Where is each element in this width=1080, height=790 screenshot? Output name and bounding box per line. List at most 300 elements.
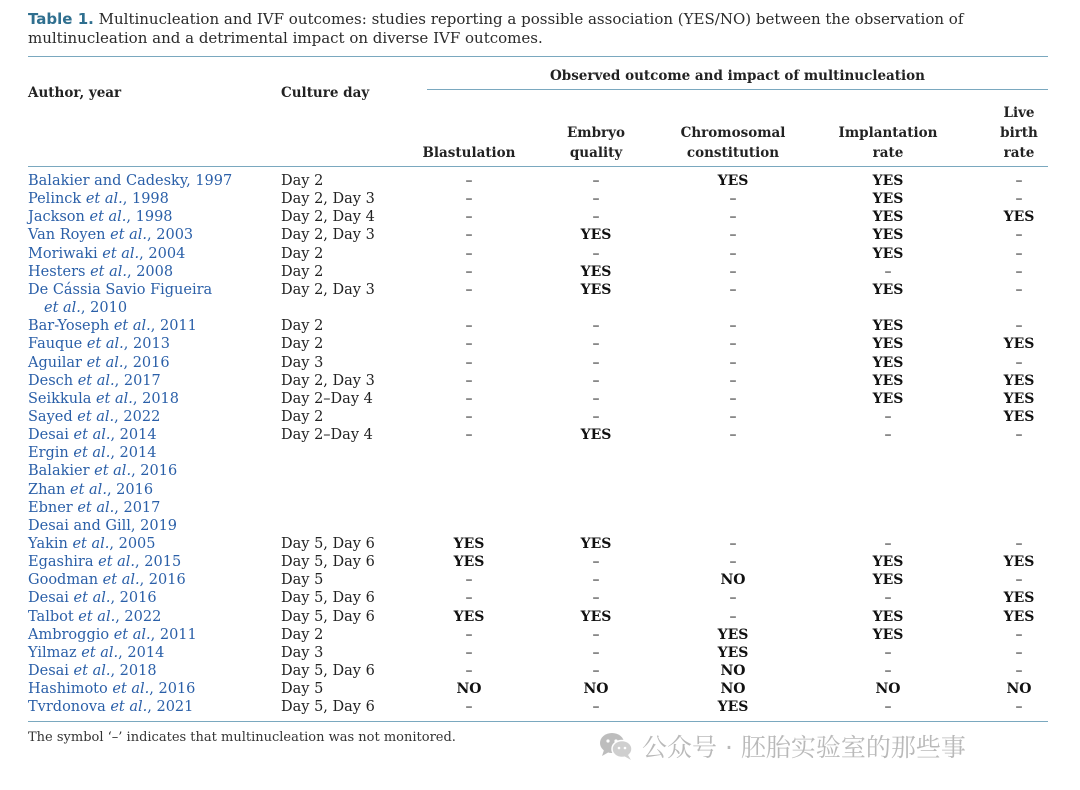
live-birth-cell: – [1015, 626, 1023, 643]
live-birth-cell: YES [1003, 608, 1035, 625]
implantation-cell: YES [872, 354, 904, 371]
chromosomal-cell: – [729, 263, 737, 280]
caption-text: Multinucleation and IVF outcomes: studies reporting a possible association (YES/NO) between the observation of multinucleation and a detrimental impact on diverse IVF outcomes. [28, 10, 964, 47]
chromosomal-cell: YES [717, 699, 749, 716]
blastulation-cell: YES [453, 554, 485, 571]
table-row [0, 698, 1080, 716]
chromosomal-cell: YES [717, 644, 749, 661]
author-etal: et al. [85, 191, 123, 208]
author-etal: et al. [112, 681, 150, 698]
chromosomal-cell: YES [717, 173, 749, 189]
culture-day-cell: Day 3 [281, 354, 324, 371]
author-etal: et al. [110, 699, 148, 716]
blastulation-cell: – [465, 427, 473, 444]
culture-day-cell: Day 2 [281, 408, 324, 425]
chromosomal-cell: – [729, 390, 737, 407]
blastulation-cell: – [465, 699, 473, 716]
embryo-quality-cell: – [592, 390, 600, 407]
culture-day-cell: Day 5, Day 6 [281, 536, 375, 552]
blastulation-cell: – [465, 263, 473, 280]
author-year: , 2010 [80, 300, 128, 317]
implantation-cell: – [884, 427, 892, 444]
implantation-cell: – [884, 536, 892, 552]
author-year: , 2017 [114, 499, 161, 516]
implantation-cell: – [884, 263, 892, 280]
chromosomal-cell: – [729, 590, 737, 607]
embryo-quality-cell: – [592, 554, 600, 571]
chromosomal-cell: – [729, 427, 737, 444]
author-etal: et al. [102, 245, 140, 262]
blastulation-cell: – [465, 354, 473, 371]
table-row [0, 172, 1080, 190]
table-row [0, 481, 1080, 499]
author-cell[interactable] [28, 499, 160, 517]
author-name: Desai and Gill, 2019 [28, 517, 178, 534]
embryo-quality-cell: – [592, 408, 600, 425]
culture-day-cell: Day 2 [281, 263, 324, 280]
blastulation-cell: – [465, 663, 473, 680]
blastulation-cell: – [465, 336, 473, 353]
author-cell[interactable] [28, 662, 157, 680]
live-birth-cell: – [1015, 663, 1023, 680]
table-row [0, 499, 1080, 517]
table-row [0, 390, 1080, 408]
blastulation-cell: YES [453, 608, 485, 625]
implantation-cell: NO [875, 681, 901, 698]
chromosomal-cell: – [729, 191, 737, 208]
implantation-cell: YES [872, 608, 904, 625]
author-year: , 2013 [123, 336, 170, 353]
table-row [0, 517, 1080, 535]
author-year: , 2022 [114, 408, 161, 425]
author-name: Hesters [28, 263, 86, 280]
author-etal: et al. [95, 390, 133, 407]
author-cell[interactable] [28, 190, 169, 208]
embryo-quality-cell: – [592, 318, 600, 335]
table-row [0, 680, 1080, 698]
blastulation-cell: – [465, 318, 473, 335]
table-row [0, 644, 1080, 662]
author-etal: et al. [102, 572, 140, 589]
header-chromosomal-line1: Chromosomal [680, 125, 786, 141]
author-etal: et al. [44, 300, 81, 317]
embryo-quality-cell: – [592, 663, 600, 680]
author-year: , 2014 [110, 427, 157, 444]
author-name: Desai [28, 590, 69, 607]
culture-day-cell: Day 2–Day 4 [281, 390, 373, 407]
author-year: , 2021 [147, 699, 194, 716]
author-name: Egashira [28, 554, 94, 571]
author-etal: et al. [113, 626, 151, 643]
blastulation-cell: – [465, 227, 473, 244]
implantation-cell: YES [872, 173, 904, 189]
author-etal: et al. [81, 644, 119, 661]
implantation-cell: YES [872, 191, 904, 208]
author-etal: et al. [110, 227, 148, 244]
embryo-quality-cell: YES [580, 281, 612, 298]
blastulation-cell: – [465, 408, 473, 425]
table-row [0, 317, 1080, 335]
author-cell[interactable] [28, 517, 177, 535]
embryo-quality-cell: – [592, 572, 600, 589]
author-name: Yakin [28, 536, 68, 552]
implantation-cell: YES [872, 209, 904, 226]
culture-day-cell: Day 5, Day 6 [281, 608, 375, 625]
author-name: De Cássia Savio Figueira [28, 281, 213, 298]
author-year: , 2005 [109, 536, 156, 552]
author-cell[interactable] [28, 462, 177, 480]
live-birth-cell: – [1015, 427, 1023, 444]
author-etal: et al. [77, 408, 115, 425]
author-cell[interactable] [28, 226, 193, 244]
table-row [0, 354, 1080, 372]
author-year: , 2011 [150, 318, 197, 335]
blastulation-cell: – [465, 590, 473, 607]
author-year: , 2004 [139, 245, 186, 262]
culture-day-cell: Day 2, Day 3 [281, 191, 375, 208]
watermark-text: 公众号 · 胚胎实验室的那些事 [642, 733, 966, 762]
author-name: Ebner [28, 499, 73, 516]
header-implantation-line2: rate [872, 145, 904, 161]
live-birth-cell: – [1015, 354, 1023, 371]
author-cell[interactable] [28, 245, 185, 263]
author-cell[interactable] [28, 626, 197, 644]
culture-day-cell: Day 2 [281, 173, 324, 189]
author-cell[interactable] [28, 263, 173, 281]
table-row [0, 263, 1080, 281]
author-cell[interactable] [28, 698, 193, 716]
author-etal: et al. [73, 427, 111, 444]
author-etal: et al. [94, 463, 132, 480]
embryo-quality-cell: YES [580, 227, 612, 244]
table-row [0, 535, 1080, 553]
live-birth-cell: – [1015, 227, 1023, 244]
implantation-cell: YES [872, 336, 904, 353]
author-cell[interactable] [28, 535, 156, 553]
author-name: Talbot [28, 608, 74, 625]
author-etal: et al. [70, 481, 107, 498]
author-etal: et al. [72, 536, 110, 552]
chromosomal-cell: NO [720, 663, 746, 680]
implantation-cell: YES [872, 227, 904, 244]
author-etal: et al. [90, 263, 127, 280]
culture-day-cell: Day 2 [281, 245, 324, 262]
author-cell[interactable] [28, 608, 161, 626]
caption-label: Table 1. [28, 10, 94, 28]
implantation-cell: – [884, 644, 892, 661]
chromosomal-cell: – [729, 336, 737, 353]
culture-day-cell: Day 5, Day 6 [281, 590, 375, 607]
group-rule [427, 89, 1048, 90]
live-birth-cell: – [1015, 245, 1023, 262]
embryo-quality-cell: – [592, 626, 600, 643]
header-embryo-quality-line2: quality [569, 145, 623, 161]
live-birth-cell: YES [1003, 336, 1035, 353]
author-year: , 2016 [106, 481, 154, 498]
author-cell[interactable] [28, 481, 153, 499]
table-row [0, 281, 1080, 299]
chromosomal-cell: – [729, 318, 737, 335]
culture-day-cell: Day 5, Day 6 [281, 663, 375, 680]
author-etal: et al. [86, 354, 124, 371]
implantation-cell: YES [872, 390, 904, 407]
table-caption [28, 10, 1028, 48]
author-cell[interactable] [28, 408, 160, 426]
culture-day-cell: Day 2, Day 3 [281, 227, 375, 244]
author-cell[interactable] [28, 644, 164, 662]
chromosomal-cell: – [729, 281, 737, 298]
chromosomal-cell: – [729, 372, 737, 389]
chromosomal-cell: YES [717, 626, 749, 643]
table-row [0, 208, 1080, 226]
author-name: Balakier and Cadesky, 1997 [28, 173, 233, 189]
blastulation-cell: – [465, 644, 473, 661]
blastulation-cell: – [465, 390, 473, 407]
chromosomal-cell: – [729, 408, 737, 425]
author-name: Desai [28, 663, 69, 680]
blastulation-cell: – [465, 245, 473, 262]
implantation-cell: – [884, 699, 892, 716]
culture-day-cell: Day 2 [281, 318, 324, 335]
blastulation-cell: NO [456, 681, 482, 698]
live-birth-cell: – [1015, 191, 1023, 208]
table-row [0, 608, 1080, 626]
table-row [0, 372, 1080, 390]
live-birth-cell: – [1015, 263, 1023, 280]
author-etal: et al. [86, 336, 124, 353]
live-birth-cell: NO [1006, 681, 1032, 698]
author-name: Fauque [28, 336, 83, 353]
chromosomal-cell: NO [720, 572, 746, 589]
live-birth-cell: – [1015, 318, 1023, 335]
author-etal: et al. [89, 209, 127, 226]
author-name: Moriwaki [28, 245, 98, 262]
header-live-birth-line2: birth [1000, 125, 1038, 141]
author-name: Tvrdonova [28, 699, 106, 716]
embryo-quality-cell: – [592, 372, 600, 389]
culture-day-cell: Day 2–Day 4 [281, 427, 373, 444]
live-birth-cell: – [1015, 572, 1023, 589]
culture-day-cell: Day 2 [281, 626, 324, 643]
live-birth-cell: – [1015, 173, 1023, 189]
implantation-cell: YES [872, 372, 904, 389]
author-year: , 2018 [132, 390, 180, 407]
blastulation-cell: – [465, 209, 473, 226]
embryo-quality-cell: – [592, 336, 600, 353]
live-birth-cell: – [1015, 281, 1023, 298]
chromosomal-cell: – [729, 536, 737, 552]
table-row [0, 226, 1080, 244]
blastulation-cell: – [465, 372, 473, 389]
live-birth-cell: – [1015, 699, 1023, 716]
author-year: , 2008 [126, 263, 174, 280]
header-live-birth-line3: rate [1003, 145, 1035, 161]
author-name: Hashimoto [28, 681, 108, 698]
embryo-quality-cell: – [592, 173, 600, 189]
header-culture-day: Culture day [281, 85, 370, 101]
author-cell[interactable] [28, 354, 170, 372]
table-row [0, 462, 1080, 480]
table-row [0, 245, 1080, 263]
culture-day-cell: Day 2 [281, 336, 324, 353]
table-row [0, 444, 1080, 462]
author-year: , 2016 [139, 572, 186, 589]
blastulation-cell: – [465, 191, 473, 208]
author-name: Sayed [28, 408, 73, 425]
header-implantation-line1: Implantation [838, 125, 938, 141]
implantation-cell: – [884, 590, 892, 607]
blastulation-cell: – [465, 281, 473, 298]
author-cell[interactable] [28, 444, 156, 462]
table-row [0, 299, 1080, 317]
author-etal: et al. [77, 499, 115, 516]
live-birth-cell: – [1015, 644, 1023, 661]
culture-day-cell: Day 5, Day 6 [281, 554, 375, 571]
embryo-quality-cell: – [592, 191, 600, 208]
live-birth-cell: YES [1003, 209, 1035, 226]
author-year: , 2016 [149, 681, 196, 698]
author-cell[interactable] [28, 553, 181, 571]
author-name: Aguilar [28, 354, 82, 371]
header-embryo-quality-line1: Embryo [567, 125, 625, 141]
embryo-quality-cell: YES [580, 536, 612, 552]
author-etal: et al. [78, 608, 116, 625]
header-blastulation: Blastulation [422, 145, 516, 161]
author-year: , 2014 [118, 644, 165, 661]
implantation-cell: YES [872, 626, 904, 643]
table-row [0, 408, 1080, 426]
live-birth-cell: YES [1003, 408, 1035, 425]
live-birth-cell: YES [1003, 590, 1035, 607]
live-birth-cell: YES [1003, 390, 1035, 407]
implantation-cell: – [884, 663, 892, 680]
author-cell[interactable] [28, 172, 232, 190]
author-etal: et al. [73, 590, 111, 607]
author-name: Yilmaz [28, 644, 77, 661]
implantation-cell: – [884, 408, 892, 425]
embryo-quality-cell: YES [580, 608, 612, 625]
author-etal: et al. [73, 663, 111, 680]
author-cell[interactable] [28, 281, 212, 299]
bottom-rule [28, 721, 1048, 722]
header-author: Author, year [28, 85, 122, 101]
author-name: Jackson [28, 209, 85, 226]
author-cell[interactable] [28, 335, 170, 353]
author-cell[interactable] [28, 390, 179, 408]
author-year: , 2014 [110, 445, 157, 462]
author-name: Goodman [28, 572, 99, 589]
culture-day-cell: Day 3 [281, 644, 324, 661]
blastulation-cell: – [465, 173, 473, 189]
embryo-quality-cell: – [592, 245, 600, 262]
implantation-cell: YES [872, 572, 904, 589]
author-cell[interactable] [28, 589, 157, 607]
author-cell[interactable] [28, 317, 197, 335]
embryo-quality-cell: NO [583, 681, 609, 698]
author-cell[interactable] [28, 299, 127, 317]
author-name: Van Royen [28, 227, 106, 244]
author-name: Ergin [28, 445, 69, 462]
culture-day-cell: Day 5 [281, 681, 324, 698]
table-footnote: The symbol ‘–’ indicates that multinucleation was not monitored. [28, 730, 456, 745]
chromosomal-cell: – [729, 245, 737, 262]
author-etal: et al. [77, 372, 115, 389]
embryo-quality-cell: YES [580, 263, 612, 280]
chromosomal-cell: – [729, 227, 737, 244]
author-name: Zhan [28, 481, 66, 498]
author-year: , 2003 [147, 227, 194, 244]
header-chromosomal-line2: constitution [686, 145, 780, 161]
table-row [0, 662, 1080, 680]
blastulation-cell: YES [453, 536, 485, 552]
author-year: , 2016 [123, 354, 170, 371]
author-name: Desch [28, 372, 74, 389]
watermark [598, 728, 966, 764]
author-cell[interactable] [28, 372, 161, 390]
culture-day-cell: Day 2, Day 4 [281, 209, 375, 226]
live-birth-cell: YES [1003, 554, 1035, 571]
table-row [0, 589, 1080, 607]
author-year: , 2016 [131, 463, 178, 480]
chromosomal-cell: – [729, 608, 737, 625]
author-year: , 1998 [122, 191, 169, 208]
top-rule [28, 56, 1048, 57]
author-year: , 2017 [114, 372, 161, 389]
live-birth-cell: – [1015, 536, 1023, 552]
chromosomal-cell: – [729, 354, 737, 371]
author-year: , 2022 [115, 608, 162, 625]
embryo-quality-cell: – [592, 209, 600, 226]
header-rule [28, 166, 1048, 167]
blastulation-cell: – [465, 572, 473, 589]
embryo-quality-cell: – [592, 699, 600, 716]
author-cell[interactable] [28, 680, 195, 698]
table-row [0, 426, 1080, 444]
table-row [0, 553, 1080, 571]
author-year: , 2016 [110, 590, 157, 607]
chromosomal-cell: NO [720, 681, 746, 698]
table-row [0, 626, 1080, 644]
author-year: , 2011 [150, 626, 197, 643]
embryo-quality-cell: YES [580, 427, 612, 444]
author-name: Seikkula [28, 390, 92, 407]
author-cell[interactable] [28, 426, 157, 444]
blastulation-cell: – [465, 626, 473, 643]
table-row [0, 190, 1080, 208]
author-year: , 1998 [126, 209, 173, 226]
author-cell[interactable] [28, 208, 173, 226]
culture-day-cell: Day 5, Day 6 [281, 699, 375, 716]
table-row [0, 571, 1080, 589]
embryo-quality-cell: – [592, 354, 600, 371]
embryo-quality-cell: – [592, 590, 600, 607]
author-name: Desai [28, 427, 69, 444]
table-row [0, 335, 1080, 353]
author-name: Pelinck [28, 191, 82, 208]
implantation-cell: YES [872, 318, 904, 335]
author-etal: et al. [73, 445, 111, 462]
author-cell[interactable] [28, 571, 186, 589]
culture-day-cell: Day 2, Day 3 [281, 372, 375, 389]
implantation-cell: YES [872, 554, 904, 571]
author-year: , 2015 [135, 554, 182, 571]
implantation-cell: YES [872, 281, 904, 298]
author-name: Bar-Yoseph [28, 318, 110, 335]
embryo-quality-cell: – [592, 644, 600, 661]
live-birth-cell: YES [1003, 372, 1035, 389]
author-etal: et al. [98, 554, 136, 571]
author-name: Ambroggio [28, 626, 110, 643]
